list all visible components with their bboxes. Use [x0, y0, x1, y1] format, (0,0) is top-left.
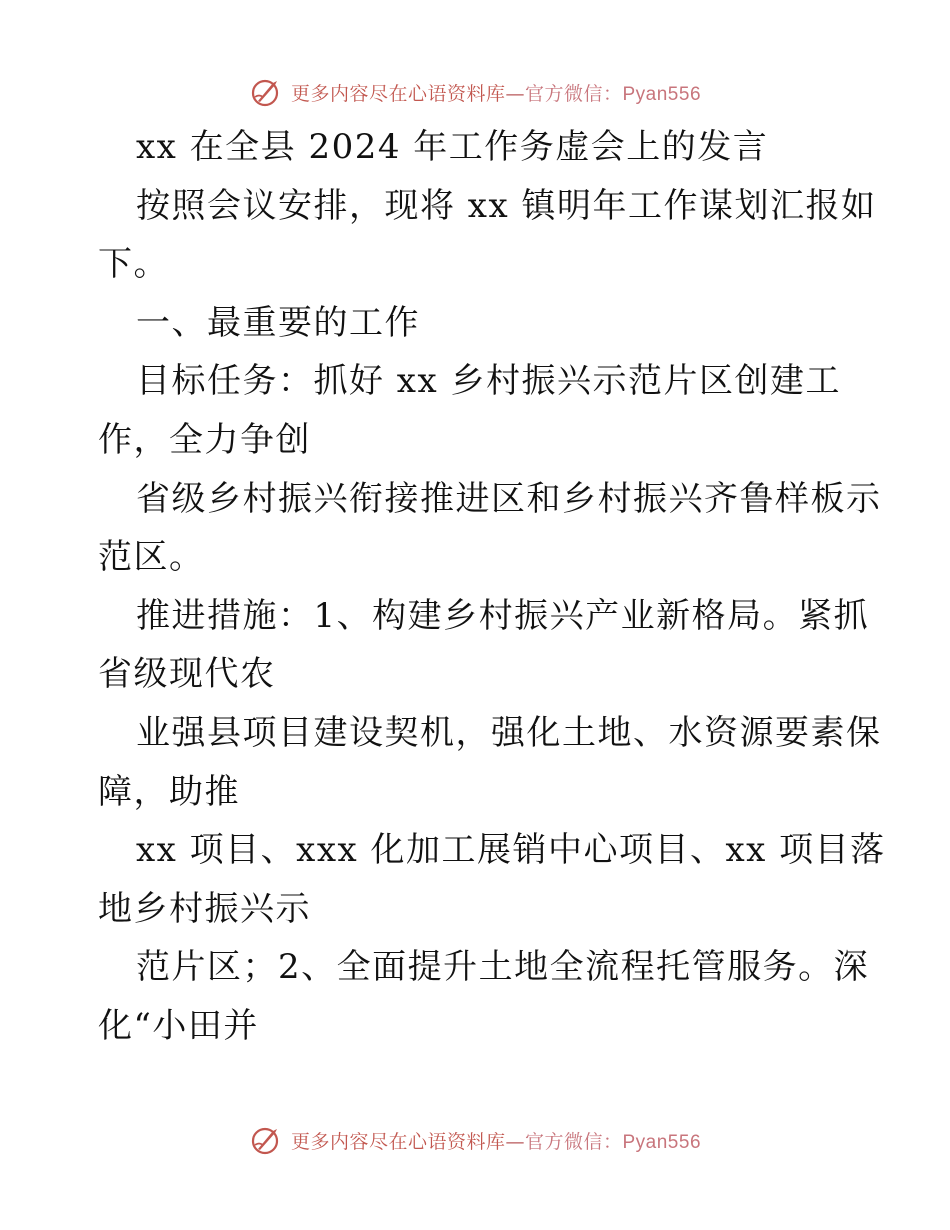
- section-heading: 一、最重要的工作: [136, 302, 420, 343]
- paragraph-line: 范片区；2、全面提升土地全流程托管服务。深: [136, 947, 870, 988]
- watermark-text: 更多内容尽在心语资料库—官方微信：Pyan556: [290, 82, 702, 105]
- paragraph-line: 作，全力争创: [98, 419, 311, 460]
- paragraph-line: 范区。: [98, 537, 205, 578]
- paragraph-line: 下。: [98, 244, 169, 285]
- paragraph-line: 按照会议安排，现将 xx 镇明年工作谋划汇报如: [136, 185, 877, 226]
- watermark-text: 更多内容尽在心语资料库—官方微信：Pyan556: [290, 1130, 702, 1153]
- paragraph-line: 推进措施：1、构建乡村振兴产业新格局。紧抓: [136, 595, 870, 636]
- header-watermark: [0, 72, 950, 112]
- document-body: [98, 118, 886, 1056]
- quill-pen-logo-icon: [249, 1123, 283, 1157]
- paragraph-line: xx 项目、xxx 化加工展销中心项目、xx 项目落: [136, 830, 886, 871]
- paragraph-line: 省级乡村振兴衔接推进区和乡村振兴齐鲁样板示: [136, 478, 882, 519]
- footer-watermark: [0, 1120, 950, 1160]
- paragraph-line: 省级现代农: [98, 654, 276, 695]
- paragraph-line: 障，助推: [98, 771, 240, 812]
- document-title: xx 在全县 2024 年工作务虚会上的发言: [136, 127, 769, 167]
- paragraph-line: 地乡村振兴示: [98, 888, 311, 929]
- paragraph-line: 目标任务：抓好 xx 乡村振兴示范片区创建工: [136, 361, 841, 402]
- paragraph-line: 业强县项目建设契机，强化土地、水资源要素保: [136, 712, 882, 753]
- paragraph-line: 化“小田并: [98, 1005, 259, 1046]
- quill-pen-logo-icon: [249, 75, 283, 109]
